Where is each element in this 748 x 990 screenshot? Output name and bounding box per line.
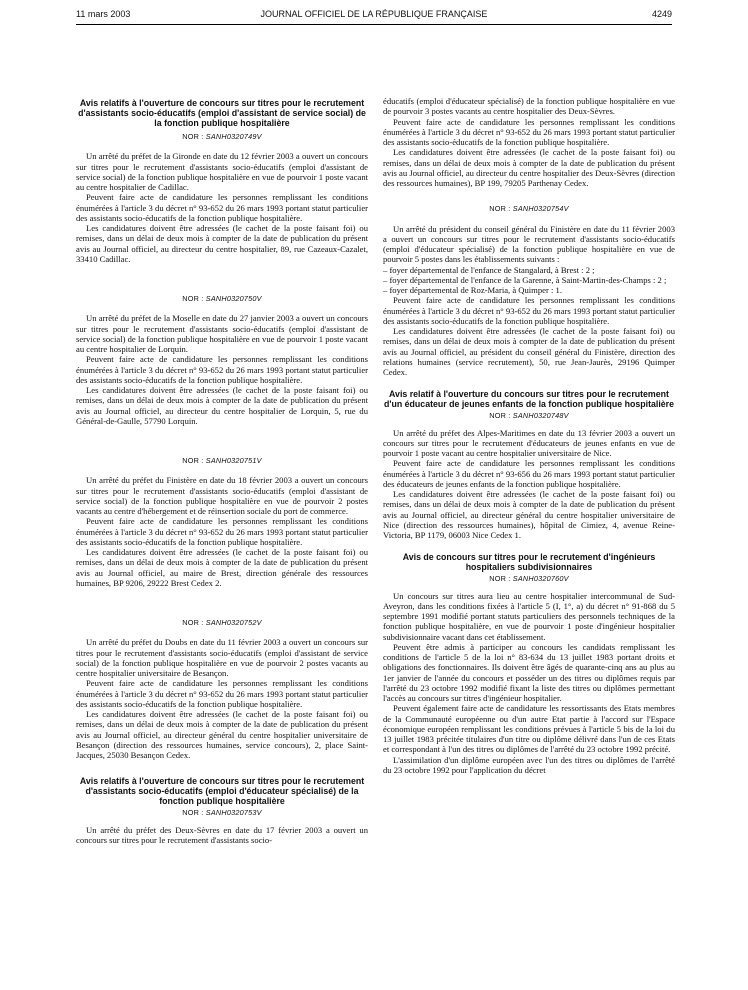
paragraph: Peuvent faire acte de candidature les personnes remplissant les conditions énumérées à l'article 3 du décret n° 93-652 du 26 mars 1993 portant statut particulier des assistants socio-éducatifs de la fonction publique hospitalière. <box>76 354 368 385</box>
nor-reference-1: NOR : SANH0320749V <box>182 132 262 141</box>
notice-title-1: Avis relatifs à l'ouverture de concours sur titres pour le recrutement d'assistants socio-éducatifs (emploi d'assistant de service social) de la fonction publique hospitalière <box>78 98 366 128</box>
paragraph: L'assimilation d'un diplôme européen avec l'un des titres ou diplômes de l'arrêté du 23 octobre 1992 pour l'application du décret <box>383 754 675 775</box>
nor-reference-6: NOR : SANH0320754V <box>489 204 569 214</box>
journal-title: JOURNAL OFFICIEL DE LA RÉPUBLIQUE FRANÇAISE <box>260 9 488 19</box>
paragraph: Peuvent également faire acte de candidature les ressortissants des Etats membres de la Communauté européenne ou d'un autre Etat partie à l'accord sur l'Espace économique européen remplissant les conditions prévues à l'article 5 bis de la loi du 13 juillet 1983 précitée titulaires d'un titre ou diplôme délivré dans l'un de ces Etats et correspondant à l'un des titres ou diplômes de l'arrêté du 23 octobre 1992 précité. <box>383 703 675 755</box>
list-item: – foyer départemental de Roz-Maria, à Quimper : 1. <box>383 285 562 295</box>
paragraph: Peuvent faire acte de candidature les personnes remplissant les conditions énumérées à l'article 3 du décret n° 93-652 du 26 mars 1993 portant statut particulier des assistants socio-éducatifs de la fonction publique hospitalière. <box>383 295 675 326</box>
paragraph: Peuvent faire acte de candidature les personnes remplissant les conditions énumérées à l'article 3 du décret n° 93-652 du 26 mars 1993 portant statut particulier des assistants socio-éducatifs de la fonction publique hospitalière. <box>76 192 368 223</box>
paragraph: Un arrêté du préfet du Doubs en date du 11 février 2003 a ouvert un concours sur titres pour le recrutement d'assistants socio-éducatifs (emploi d'assistant de service social) de la fonction publique hospitalière en vue de pourvoir 2 postes vacants au centre hospitalier universitaire de Besançon. <box>76 637 368 678</box>
nor-reference-8: NOR : SANH0320760V <box>489 574 569 584</box>
page-header <box>76 9 672 23</box>
paragraph: Peuvent faire acte de candidature les personnes remplissant les conditions énumérées à l'article 3 du décret n° 93-656 du 26 mars 1993 portant statut particulier des éducateurs de jeunes enfants de la fonction publique hospitalière. <box>383 458 675 489</box>
nor-reference-7: NOR : SANH0320748V <box>489 411 569 421</box>
paragraph: Un arrêté du préfet des Deux-Sèvres en date du 17 février 2003 a ouvert un concours sur titres pour le recrutement d'assistants socio- <box>76 824 368 845</box>
nor-reference-2: NOR : SANH0320750V <box>182 294 262 303</box>
paragraph: Un arrêté du préfet de la Gironde en date du 12 février 2003 a ouvert un concours sur titres pour le recrutement d'assistants socio-éducatifs (emploi d'assistant de service social) de la fonction publique hospitalière en vue de pourvoir 1 poste vacant au centre hospitalier de Cadillac. <box>76 151 368 192</box>
paragraph: Un arrêté du préfet de la Moselle en date du 27 janvier 2003 a ouvert un concours sur titres pour le recrutement d'assistants socio-éducatifs (emploi d'assistant de service social) de la fonction publique hospitalière en vue de pourvoir 1 poste vacant au centre hospitalier de Lorquin. <box>76 313 368 354</box>
header-date: 11 mars 2003 <box>76 9 131 19</box>
page-number: 4249 <box>651 9 672 19</box>
paragraph: Peuvent faire acte de candidature les personnes remplissant les conditions énumérées à l'article 3 du décret n° 93-652 du 26 mars 1993 portant statut particulier des assistants socio-éducatifs de la fonction publique hospitalière. <box>76 516 368 547</box>
paragraph: Les candidatures doivent être adressées (le cachet de la poste faisant foi) ou remises, dans un délai de deux mois à compter de la date de publication du présent avis au Journal officiel, au directeur du centre hospitalier, 89, rue Cazeaux-Cazalet, 33410 Cadillac. <box>76 223 368 264</box>
paragraph: Les candidatures doivent être adressées (le cachet de la poste faisant foi) ou remises, dans un délai de deux mois à compter de la date de publication du présent avis au Journal officiel, au directeur général du centre hospitalier universitaire de Nice (direction des ressources humaines), hôpital de Cimiez, 4, avenue Reine-Victoria, BP 1179, 06003 Nice Cedex 1. <box>383 489 675 540</box>
paragraph: Les candidatures doivent être adressées (le cachet de la poste faisant foi) ou remises, dans un délai de deux mois à compter de la date de publication du présent avis au Journal officiel, au directeur général du centre hospitalier universitaire de Besançon (direction des ressources humaines, service concours), 2, place Saint-Jacques, 25030 Besançon Cedex. <box>76 709 368 760</box>
paragraph: Peuvent être admis à participer au concours les candidats remplissant les conditions de l'article 5 de la loi n° 83-634 du 13 juillet 1983 portant droits et obligations des fonctionnaires. Ils doivent être âgés de quarante-cinq ans au plus au 1er janvier de l'année du concours et posséder un des titres ou diplômes requis par l'arrêté du 23 octobre 1992 modifié fixant la liste des titres ou diplômes permettant l'accès au concours sur titres d'ingénieur hospitalier. <box>383 641 675 703</box>
list-item: – foyer départemental de l'enfance de Stangalard, à Brest : 2 ; <box>383 264 595 275</box>
nor-reference-5: NOR : SANH0320753V <box>182 808 262 818</box>
notice-title-2: Avis relatifs à l'ouverture de concours sur titres pour le recrutement d'assistants socio-éducatifs (emploi d'éducateur spécialisé) de la fonction publique hospitalière <box>79 776 365 807</box>
paragraph: Les candidatures doivent être adressées (le cachet de la poste faisant foi) ou remises, dans un délai de deux mois à compter de la date de publication du présent avis au Journal officiel, au directeur du centre hospitalier de Lorquin, 5, rue du Général-de-Gaulle, 57790 Lorquin. <box>76 385 368 426</box>
nor-reference-3: NOR : SANH0320751V <box>182 456 262 465</box>
left-column <box>76 98 368 845</box>
paragraph: Peuvent faire acte de candidature les personnes remplissant les conditions énumérées à l'article 3 du décret n° 93-652 du 26 mars 1993 portant statut particulier des assistants socio-éducatifs de la fonction publique hospitalière. <box>383 116 675 147</box>
paragraph: Un arrêté du préfet des Alpes-Maritimes en date du 13 février 2003 a ouvert un concours sur titres pour le recrutement d'éducateurs de jeunes enfants en vue de pourvoir 1 poste vacant au centre hospitalier universitaire de Nice. <box>383 427 675 458</box>
right-column <box>383 96 675 775</box>
paragraph: Peuvent faire acte de candidature les personnes remplissant les conditions énumérées à l'article 3 du décret n° 93-652 du 26 mars 1993 portant statut particulier des assistants socio-éducatifs de la fonction publique hospitalière. <box>76 678 368 709</box>
paragraph: Les candidatures doivent être adressées (le cachet de la poste faisant foi) ou remises, dans un délai de deux mois à compter de la date de publication du présent avis au Journal officiel, au maire de Brest, direction générale des ressources humaines, BP 9206, 29222 Brest Cedex 2. <box>76 547 368 588</box>
notice-title-4: Avis de concours sur titres pour le recrutement d'ingénieurs hospitaliers subdivisionnaires <box>402 552 656 573</box>
paragraph: éducatifs (emploi d'éducateur spécialisé) de la fonction publique hospitalière en vue de pourvoir 3 postes vacants au centre hospitalier des Deux-Sèvres. <box>383 96 675 117</box>
paragraph: Un arrêté du préfet du Finistère en date du 18 février 2003 a ouvert un concours sur titres pour le recrutement d'assistants socio-éducatifs (emploi d'assistant de service social) de la fonction publique hospitalière en vue de pourvoir 2 postes vacants au centre d'hébergement et de réinsertion sociale du port de commerce. <box>76 475 368 516</box>
notice-title-3: Avis relatif à l'ouverture du concours sur titres pour le recrutement d'un éducateur de jeunes enfants de la fonction publique hospitalière <box>384 389 674 410</box>
paragraph: Les candidatures doivent être adressées (le cachet de la poste faisant foi) ou remises, dans un délai de deux mois à compter de la date de publication du présent avis au Journal officiel, au président du conseil général du Finistère, direction des relations humaines (service recrutement), 50, rue Jean-Jaurès, 29196 Quimper Cedex. <box>383 326 675 377</box>
paragraph: Un concours sur titres aura lieu au centre hospitalier intercommunal de Sud-Aveyron, dans les conditions fixées à l'article 5 (I, 1°, a) du décret n° 91-868 du 5 septembre 1991 modifié portant statuts particuliers des personnels techniques de la fonction publique hospitalière, en vue de pourvoir 1 poste d'ingénieur hospitalier subdivisionnaire vacant dans cet établissement. <box>383 590 675 642</box>
paragraph: Un arrêté du président du conseil général du Finistère en date du 11 février 2003 a ouvert un concours sur titres pour le recrutement d'assistants socio-éducatifs (emploi d'éducateur spécialisé) de la fonction publique hospitalière en vue de pourvoir 5 postes dans les établissements suivants : <box>383 223 675 265</box>
header-rule <box>76 24 672 25</box>
paragraph: Les candidatures doivent être adressées (le cachet de la poste faisant foi) ou remises, dans un délai de deux mois à compter de la date de publication du présent avis au Journal officiel, au directeur du centre hospitalier des Deux-Sèvres (direction des ressources humaines), BP 199, 79205 Parthenay Cedex. <box>383 147 675 188</box>
list-item: – foyer départemental de l'enfance de la Garenne, à Saint-Martin-des-Champs : 2 ; <box>383 274 667 285</box>
nor-reference-4: NOR : SANH0320752V <box>182 618 262 627</box>
